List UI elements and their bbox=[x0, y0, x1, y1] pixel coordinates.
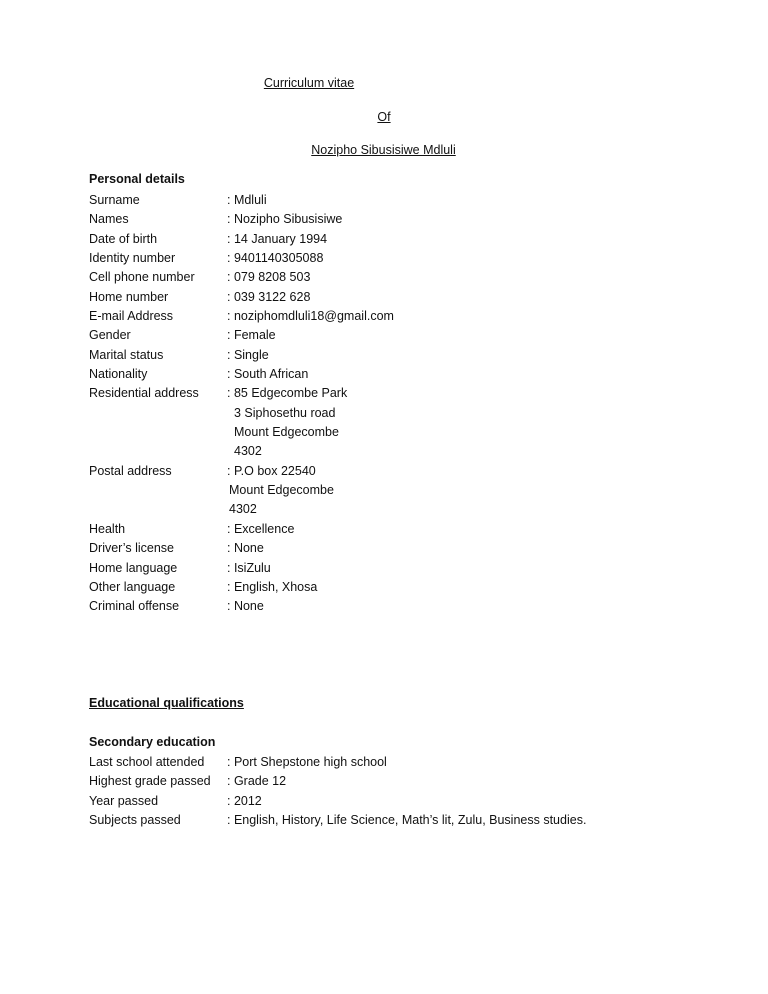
postal-address-line: Mount Edgecombe bbox=[229, 483, 334, 497]
detail-row bbox=[89, 346, 709, 365]
detail-value: : P.O box 22540 bbox=[227, 464, 316, 478]
education-label: Last school attended bbox=[89, 755, 205, 769]
personal-details-heading: Personal details bbox=[89, 172, 185, 186]
detail-row bbox=[89, 268, 709, 287]
detail-value: : Female bbox=[227, 328, 276, 342]
detail-value: : 9401140305088 bbox=[227, 251, 324, 265]
detail-value: : Excellence bbox=[227, 522, 295, 536]
email-value: : noziphomdluli18@gmail.com bbox=[227, 309, 394, 323]
detail-label: Date of birth bbox=[89, 232, 158, 246]
detail-row bbox=[89, 597, 709, 616]
education-row bbox=[89, 772, 709, 791]
detail-label: Health bbox=[89, 522, 126, 536]
education-row bbox=[89, 753, 709, 772]
detail-value: : 85 Edgecombe Park bbox=[227, 386, 348, 400]
detail-value: : 079 8208 503 bbox=[227, 270, 311, 284]
residential-address-line: Mount Edgecombe bbox=[234, 425, 339, 439]
detail-row bbox=[89, 559, 709, 578]
education-value: : Port Shepstone high school bbox=[227, 755, 387, 769]
cv-title-text: Curriculum vitae bbox=[263, 76, 355, 90]
education-label: Year passed bbox=[89, 794, 159, 808]
detail-row bbox=[89, 230, 709, 249]
detail-row bbox=[89, 191, 709, 210]
detail-label: Gender bbox=[89, 328, 131, 342]
detail-value: : None bbox=[227, 541, 264, 555]
detail-value: : 14 January 1994 bbox=[227, 232, 328, 246]
detail-row bbox=[89, 249, 709, 268]
detail-row bbox=[89, 307, 709, 326]
detail-value: : Nozipho Sibusisiwe bbox=[227, 212, 343, 226]
detail-row bbox=[89, 326, 709, 345]
detail-label: Identity number bbox=[89, 251, 176, 265]
detail-label: Postal address bbox=[89, 464, 172, 478]
detail-label: Home number bbox=[89, 290, 169, 304]
detail-value: : Mdluli bbox=[227, 193, 267, 207]
detail-label: Home language bbox=[89, 561, 178, 575]
detail-row bbox=[89, 210, 709, 229]
detail-label: Surname bbox=[89, 193, 140, 207]
detail-label: Residential address bbox=[89, 386, 199, 400]
education-label: Subjects passed bbox=[89, 813, 181, 827]
detail-label: Driver’s license bbox=[89, 541, 174, 555]
detail-label: Other language bbox=[89, 580, 176, 594]
cv-of bbox=[0, 110, 768, 124]
education-heading: Educational qualifications bbox=[89, 696, 244, 710]
education-label: Highest grade passed bbox=[89, 774, 211, 788]
detail-label: E-mail Address bbox=[89, 309, 174, 323]
residential-address-line: 4302 bbox=[234, 444, 262, 458]
residential-address-line: 3 Siphosethu road bbox=[234, 406, 336, 420]
cv-name-text: Nozipho Sibusisiwe Mdluli bbox=[311, 143, 456, 157]
detail-row bbox=[89, 288, 709, 307]
detail-value: : 039 3122 628 bbox=[227, 290, 311, 304]
detail-label: Nationality bbox=[89, 367, 148, 381]
detail-value: : South African bbox=[227, 367, 309, 381]
detail-row bbox=[89, 520, 709, 539]
detail-row bbox=[89, 539, 709, 558]
secondary-education-heading: Secondary education bbox=[89, 735, 216, 749]
education-value: : English, History, Life Science, Math’s lit, Zulu, Business studies. bbox=[227, 813, 587, 827]
detail-value: : Single bbox=[227, 348, 269, 362]
education-row bbox=[89, 811, 709, 830]
cv-name bbox=[0, 143, 768, 157]
detail-label: Marital status bbox=[89, 348, 164, 362]
education-value: : Grade 12 bbox=[227, 774, 287, 788]
cv-of-text: Of bbox=[377, 110, 391, 124]
detail-value: : None bbox=[227, 599, 264, 613]
cv-title bbox=[0, 76, 768, 90]
detail-value: : English, Xhosa bbox=[227, 580, 318, 594]
education-row bbox=[89, 792, 709, 811]
detail-row bbox=[89, 462, 709, 481]
detail-row bbox=[89, 365, 709, 384]
detail-row bbox=[89, 578, 709, 597]
detail-row bbox=[89, 384, 709, 403]
education-value: : 2012 bbox=[227, 794, 262, 808]
postal-address-line: 4302 bbox=[229, 502, 257, 516]
detail-label: Names bbox=[89, 212, 129, 226]
detail-value: : IsiZulu bbox=[227, 561, 271, 575]
detail-label: Cell phone number bbox=[89, 270, 195, 284]
detail-label: Criminal offense bbox=[89, 599, 180, 613]
